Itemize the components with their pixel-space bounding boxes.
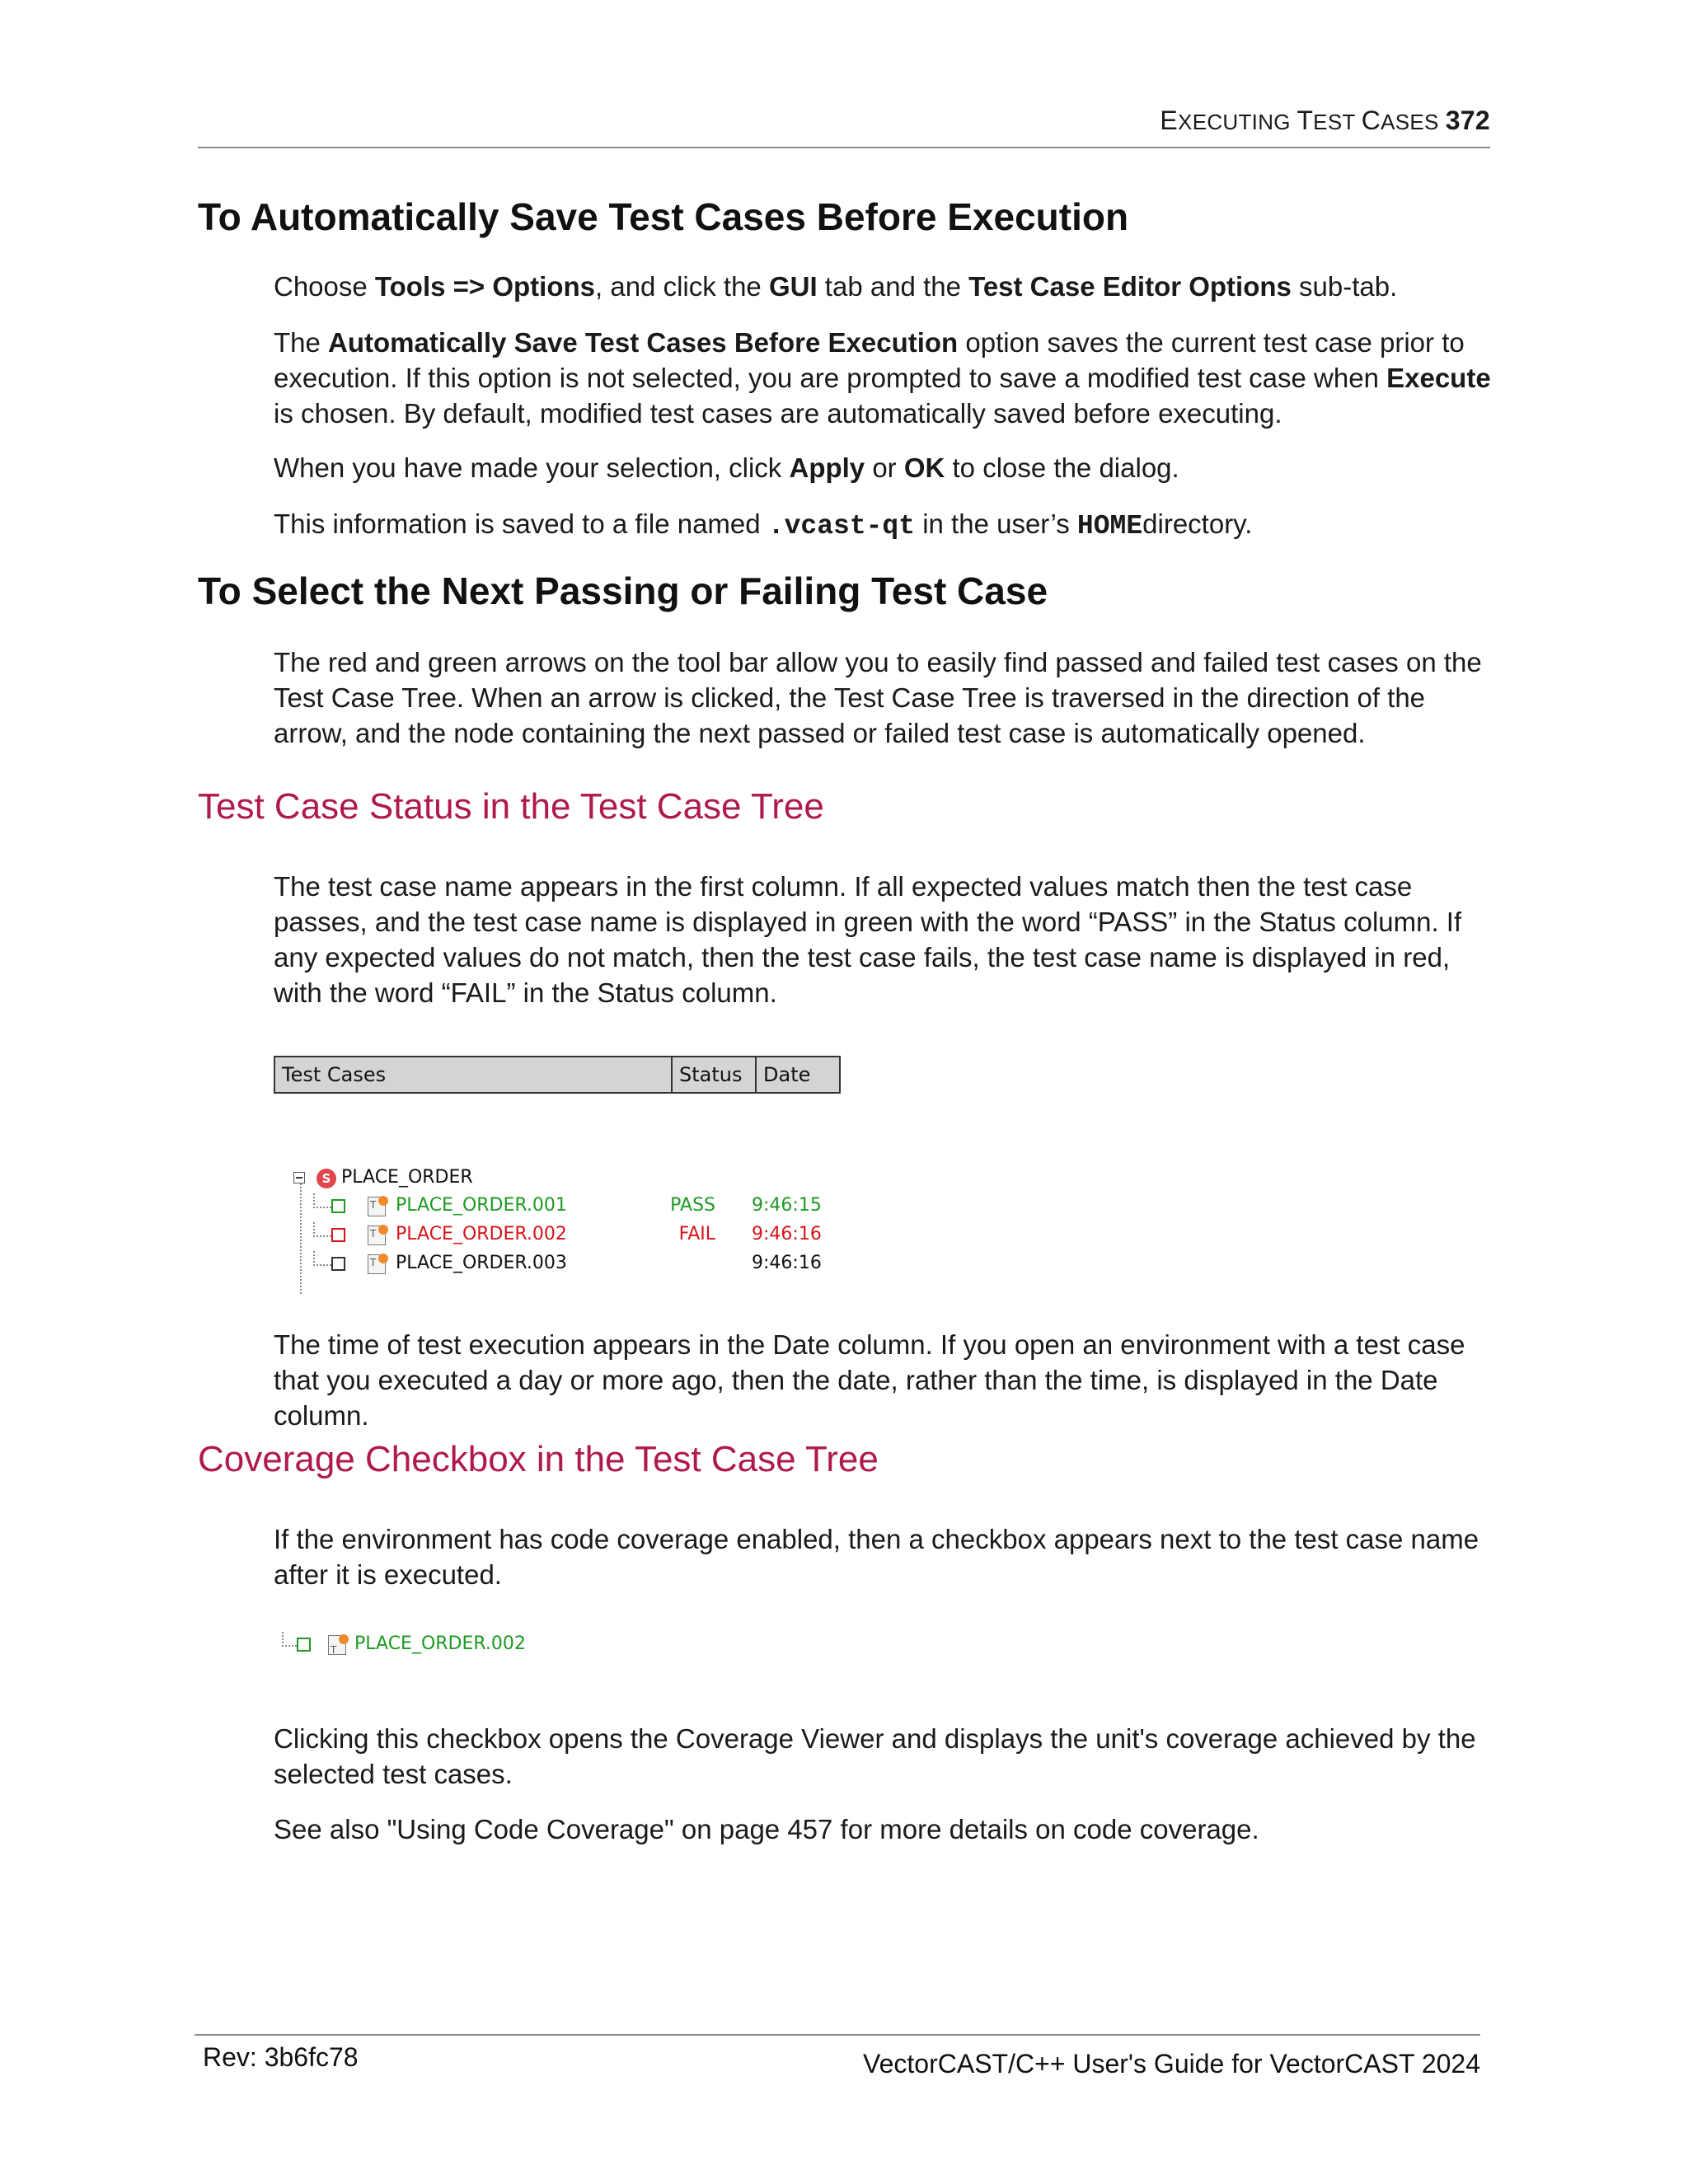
test-case-date: 9:46:16 [752,1224,822,1244]
subsection-heading-coverage: Coverage Checkbox in the Test Case Tree [198,1439,879,1479]
test-case-name: PLACE_ORDER.002 [396,1224,567,1244]
tree-row-test-case[interactable] [288,1193,849,1218]
test-case-date: 9:46:15 [752,1195,822,1216]
test-case-name: PLACE_ORDER.003 [396,1253,567,1273]
tree-branch-line [313,1222,331,1237]
footer-revision: Rev: 3b6fc78 [203,2042,359,2072]
tree-row-test-case[interactable] [288,1251,849,1276]
column-header-status[interactable]: Status [673,1057,757,1092]
section-heading-auto-save: To Automatically Save Test Cases Before Execution [198,195,1129,238]
subsection-heading-status: Test Case Status in the Test Case Tree [198,786,824,827]
tree-branch-line [313,1193,331,1208]
page-number: 372 [1445,105,1490,135]
test-case-date: 9:46:16 [752,1253,822,1273]
test-case-tree [288,1165,849,1289]
paragraph-coverage-viewer: Clicking this checkbox opens the Coverage Viewer and displays the unit's coverage achieved by the selected test cases. [274,1723,1476,1789]
paragraph-coverage-enabled: If the environment has code coverage enabled, then a checkbox appears next to the test case name after it is executed. [274,1524,1479,1590]
test-case-icon [368,1197,386,1216]
paragraph-vcast-file: This information is saved to a file named .vcast-qt in the user’s HOMEdirectory. [274,509,1253,541]
tree-row-test-case[interactable] [288,1222,849,1247]
column-header-test-cases[interactable]: Test Cases [275,1057,673,1092]
tree-branch-line [282,1632,297,1647]
tree-node-environment[interactable] [288,1165,849,1190]
test-case-tree-header [274,1056,841,1094]
paragraph-choose-options: Choose Tools => Options, and click the GUI tab and the Test Case Editor Options sub-tab. [274,271,1398,302]
column-header-date[interactable]: Date [757,1057,839,1092]
tree-branch-line [313,1251,331,1266]
footer-guide-title: VectorCAST/C++ User's Guide for VectorCAST 2024 [863,2049,1480,2079]
test-case-icon [368,1226,386,1245]
paragraph-auto-save-option: The Automatically Save Test Cases Before Execution option saves the current test case prior to execution. If this option is not selected, you are prompted to save a modified test case when Execute is chosen. By default, modified test cases are automatically saved before executing. [274,327,1491,429]
test-case-icon [368,1254,386,1274]
paragraph-apply-ok: When you have made your selection, click Apply or OK to close the dialog. [274,452,1179,483]
section-heading-next-test-case: To Select the Next Passing or Failing Test Case [198,569,1048,612]
paragraph-arrows: The red and green arrows on the tool bar allow you to easily find passed and failed test cases on the Test Case Tree. When an arrow is clicked, the Test Case Tree is traversed in the direction of the arrow, and the node containing the next passed or failed test case is automatically opened. [274,647,1482,748]
paragraph-see-also: See also "Using Code Coverage" on page 457 for more details on code coverage. [274,1814,1259,1844]
page-header [198,105,1490,148]
test-case-name: PLACE_ORDER.002 [354,1633,526,1654]
coverage-checkbox[interactable] [331,1199,345,1213]
paragraph-date-column: The time of test execution appears in the Date column. If you open an environment with a test case that you executed a day or more ago, then the date, rather than the time, is displayed in the Date column. [274,1329,1465,1431]
coverage-checkbox[interactable] [331,1228,345,1242]
running-title: EXECUTING TEST CASES [1160,105,1439,135]
test-case-status: FAIL [678,1224,715,1244]
environment-name: PLACE_ORDER [341,1167,473,1188]
coverage-checkbox-example [272,1632,552,1665]
test-case-icon [328,1635,346,1655]
environment-status-icon: S [316,1169,336,1188]
coverage-checkbox[interactable] [297,1638,311,1652]
collapse-icon[interactable] [293,1172,305,1183]
coverage-checkbox[interactable] [331,1257,345,1271]
paragraph-status-columns: The test case name appears in the first column. If all expected values match then the test case passes, and the test case name is displayed in green with the word “PASS” in the Status column. If any expected values do not match, then the test case fails, the test case name is displayed in red, with the word “FAIL” in the Status column. [274,871,1462,1008]
test-case-status: PASS [670,1195,715,1216]
test-case-name: PLACE_ORDER.001 [396,1195,567,1216]
footer-divider [195,2034,1480,2036]
